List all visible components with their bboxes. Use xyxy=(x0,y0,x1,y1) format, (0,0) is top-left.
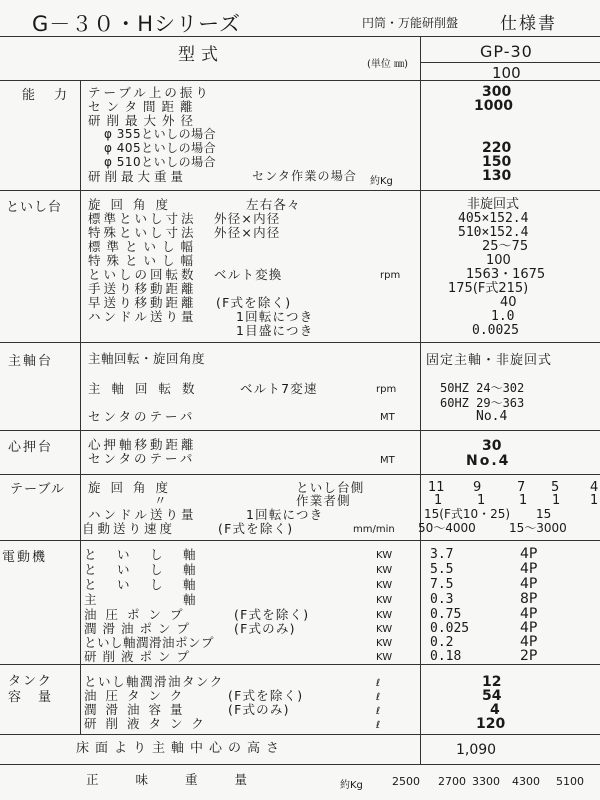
spec-unit: rpm xyxy=(376,384,397,395)
spec-label: 主軸回転数 xyxy=(88,381,206,396)
spec-value: 15 xyxy=(536,507,552,521)
spec-value: 4P xyxy=(520,634,538,650)
spec-value: 150 xyxy=(482,154,512,170)
section-wheel-head: といし台 xyxy=(6,200,63,215)
spec-label: といしの回転数 xyxy=(88,267,197,282)
spec-unit: KW xyxy=(376,610,393,621)
spec-value: 60HZ 29～363 xyxy=(440,396,525,410)
spec-value: 15(F式10・25) xyxy=(424,507,511,521)
spec-label: 自動送り速度 xyxy=(82,521,176,536)
spec-unit: MT xyxy=(380,455,395,466)
net-weight-label: 正 味 重 量 xyxy=(86,772,252,787)
spec-extra: (F式を除く) xyxy=(228,688,304,703)
section-spindle-head: 主軸台 xyxy=(8,354,54,369)
spec-unit: 約Kg xyxy=(370,176,393,187)
center-height-label: 床面より主軸中心の高さ xyxy=(76,741,286,756)
spec-extra: 1回転につき xyxy=(246,507,324,522)
spec-label: ハンドル送り量 xyxy=(88,309,197,324)
spec-value: 11 xyxy=(428,480,445,495)
spec-label: 潤滑油容量 xyxy=(84,702,192,717)
spec-unit: mm/min xyxy=(353,524,395,535)
spec-extra: 1回転につき xyxy=(236,309,314,324)
spec-label: 旋回角度 xyxy=(88,480,179,495)
spec-label: 標準といし幅 xyxy=(88,239,200,254)
spec-value: 1563・1675 xyxy=(466,267,546,282)
spec-label: 特殊といし寸法 xyxy=(88,225,197,240)
spec-value: 0.18 xyxy=(430,649,462,664)
spec-unit: KW xyxy=(376,550,393,561)
spec-unit: ℓ xyxy=(376,720,381,731)
spec-label: テーブル上の振り xyxy=(88,85,211,100)
spec-label: 研削液タンク xyxy=(84,716,213,731)
spec-unit: KW xyxy=(376,580,393,591)
spec-label: 油圧タンク xyxy=(84,688,192,703)
spec-label: 主軸回転・旋回角度 xyxy=(88,351,206,366)
spec-value: 8P xyxy=(520,591,538,607)
spec-value: 5.5 xyxy=(430,562,454,577)
spec-label: 標準といし寸法 xyxy=(88,211,197,226)
spec-extra: (F式を除く) xyxy=(234,607,310,622)
spec-label: 研削最大外径 xyxy=(88,113,200,128)
section-tank-line2: 容 量 xyxy=(8,690,54,705)
section-tailstock: 心押台 xyxy=(8,440,54,455)
spec-value: 510×152.4 xyxy=(458,225,529,240)
spec-value: 9 xyxy=(473,480,482,495)
spec-value: 0.025 xyxy=(430,621,470,636)
net-weight-value: 3300 xyxy=(472,775,500,788)
net-weight-unit: 約Kg xyxy=(340,780,363,791)
spec-label: センタのテーパ xyxy=(88,451,196,466)
spec-value: 220 xyxy=(482,140,512,156)
spec-label: 主 軸 xyxy=(84,592,200,607)
spec-value: 5 xyxy=(551,480,560,495)
spec-label: 早送り移動距離 xyxy=(88,295,197,310)
document-subtitle: 円筒・万能研削盤 xyxy=(362,16,459,30)
spec-value: 2P xyxy=(520,648,538,664)
spec-label: センタ間距離 xyxy=(88,99,199,114)
model-size: 100 xyxy=(492,64,521,82)
spec-label: 〃 xyxy=(154,493,168,508)
spec-label: といし軸潤滑油タンク xyxy=(84,674,224,689)
spec-value: 50HZ 24～302 xyxy=(440,381,525,395)
spec-unit: ℓ xyxy=(376,692,381,703)
spec-label: といし軸潤滑油ポンプ xyxy=(84,635,215,650)
spec-extra: センタ作業の場合 xyxy=(252,169,358,183)
spec-value: 130 xyxy=(482,168,512,184)
spec-extra: 左右各々 xyxy=(246,197,301,212)
spec-extra: (F式を除く) xyxy=(216,295,292,310)
net-weight-value: 2700 xyxy=(438,775,466,788)
unit-note: (単位 ㎜) xyxy=(367,59,408,70)
spec-value: 4P xyxy=(520,561,538,577)
spec-value: 4P xyxy=(520,576,538,592)
spec-value: 15～3000 xyxy=(509,521,567,535)
spec-value: 4P xyxy=(520,546,538,562)
spec-extra: ベルト変換 xyxy=(214,267,283,282)
spec-unit: rpm xyxy=(380,270,401,281)
spec-label: 特殊といし幅 xyxy=(88,253,200,268)
center-height-value: 1,090 xyxy=(456,742,497,758)
spec-unit: KW xyxy=(376,595,393,606)
spec-value: 1.0 xyxy=(491,309,515,324)
spec-value: 固定主軸・非旋回式 xyxy=(426,353,553,368)
spec-label: 手送り移動距離 xyxy=(88,281,197,296)
spec-label: 研削最大重量 xyxy=(88,169,188,184)
spec-value: 1 xyxy=(477,493,486,508)
spec-value: 1 xyxy=(519,493,528,508)
spec-unit: KW xyxy=(376,565,393,576)
model-header-label: 型式 xyxy=(178,45,224,65)
spec-value: 175(F式215) xyxy=(448,281,529,296)
spec-unit: KW xyxy=(376,638,393,649)
net-weight-value: 2500 xyxy=(392,775,420,788)
net-weight-value: 5100 xyxy=(556,775,584,788)
spec-unit: KW xyxy=(376,652,393,663)
spec-value: 7 xyxy=(517,480,526,495)
spec-value: 1 xyxy=(590,493,599,508)
spec-label: φ 510といしの場合 xyxy=(104,155,217,169)
spec-value: 0.75 xyxy=(430,607,462,622)
spec-value: 30 xyxy=(482,438,502,454)
spec-extra: 作業者側 xyxy=(296,493,351,508)
spec-value: No.4 xyxy=(476,409,508,424)
spec-label: φ 405といしの場合 xyxy=(104,141,217,155)
spec-extra: (F式を除く) xyxy=(218,521,294,536)
spec-label: ハンドル送り量 xyxy=(88,507,197,522)
spec-value: 0.2 xyxy=(430,635,454,650)
spec-label: φ 355といしの場合 xyxy=(104,127,217,141)
spec-label: 油圧ポンプ xyxy=(84,607,192,622)
net-weight-value: 4300 xyxy=(512,775,540,788)
spec-extra: (F式のみ) xyxy=(228,702,290,717)
spec-label: と い し 軸 xyxy=(84,562,200,577)
document-type-label: 仕様書 xyxy=(500,14,557,34)
section-capacity: 能 力 xyxy=(22,88,71,103)
spec-extra: (F式のみ) xyxy=(234,621,296,636)
spec-value: 4P xyxy=(520,606,538,622)
section-tank-line1: タンク xyxy=(8,674,53,689)
spec-value: 3.7 xyxy=(430,547,454,562)
spec-label: 潤滑油ポンプ xyxy=(84,621,196,636)
spec-value: 120 xyxy=(476,716,506,732)
spec-label: 心押軸移動距離 xyxy=(88,437,197,452)
spec-extra: 外径×内径 xyxy=(214,211,281,226)
spec-value: 4 xyxy=(490,702,500,718)
spec-value: 50～4000 xyxy=(418,521,476,535)
spec-value: 100 xyxy=(486,253,511,268)
section-table: テーブル xyxy=(10,482,65,497)
document-title: G－３０・Hシリーズ xyxy=(32,12,242,36)
section-motor: 電動機 xyxy=(2,550,48,565)
spec-value: 54 xyxy=(482,688,502,704)
spec-value: 40 xyxy=(500,295,517,310)
spec-value: 0.0025 xyxy=(472,323,519,338)
model-name: GP-30 xyxy=(480,42,533,61)
spec-value: 0.3 xyxy=(430,592,454,607)
spec-value: 1000 xyxy=(474,98,513,114)
spec-value: 12 xyxy=(482,674,502,690)
spec-label: センタのテーパ xyxy=(88,409,196,424)
spec-label: と い し 軸 xyxy=(84,547,200,562)
spec-label: 旋回角度 xyxy=(88,197,179,212)
spec-label: 研削液ポンプ xyxy=(84,649,196,664)
spec-value: 1 xyxy=(434,493,443,508)
spec-label: と い し 軸 xyxy=(84,577,200,592)
spec-value: 1 xyxy=(552,493,561,508)
spec-value: 非旋回式 xyxy=(467,197,520,212)
spec-value: 405×152.4 xyxy=(458,211,529,226)
spec-extra: といし台側 xyxy=(296,480,365,495)
spec-unit: KW xyxy=(376,624,393,635)
spec-value: 7.5 xyxy=(430,577,454,592)
spec-extra: 1目盛につき xyxy=(236,323,314,338)
spec-value: 300 xyxy=(482,84,512,100)
spec-value: 4 xyxy=(590,480,599,495)
spec-value: No.4 xyxy=(466,453,511,469)
spec-value: 25～75 xyxy=(482,239,529,254)
spec-extra: 外径×内径 xyxy=(214,225,281,240)
spec-unit: MT xyxy=(380,412,395,423)
spec-unit: ℓ xyxy=(376,678,381,689)
spec-unit: ℓ xyxy=(376,706,381,717)
spec-value: 4P xyxy=(520,620,538,636)
spec-extra: ベルト7変速 xyxy=(240,381,318,396)
